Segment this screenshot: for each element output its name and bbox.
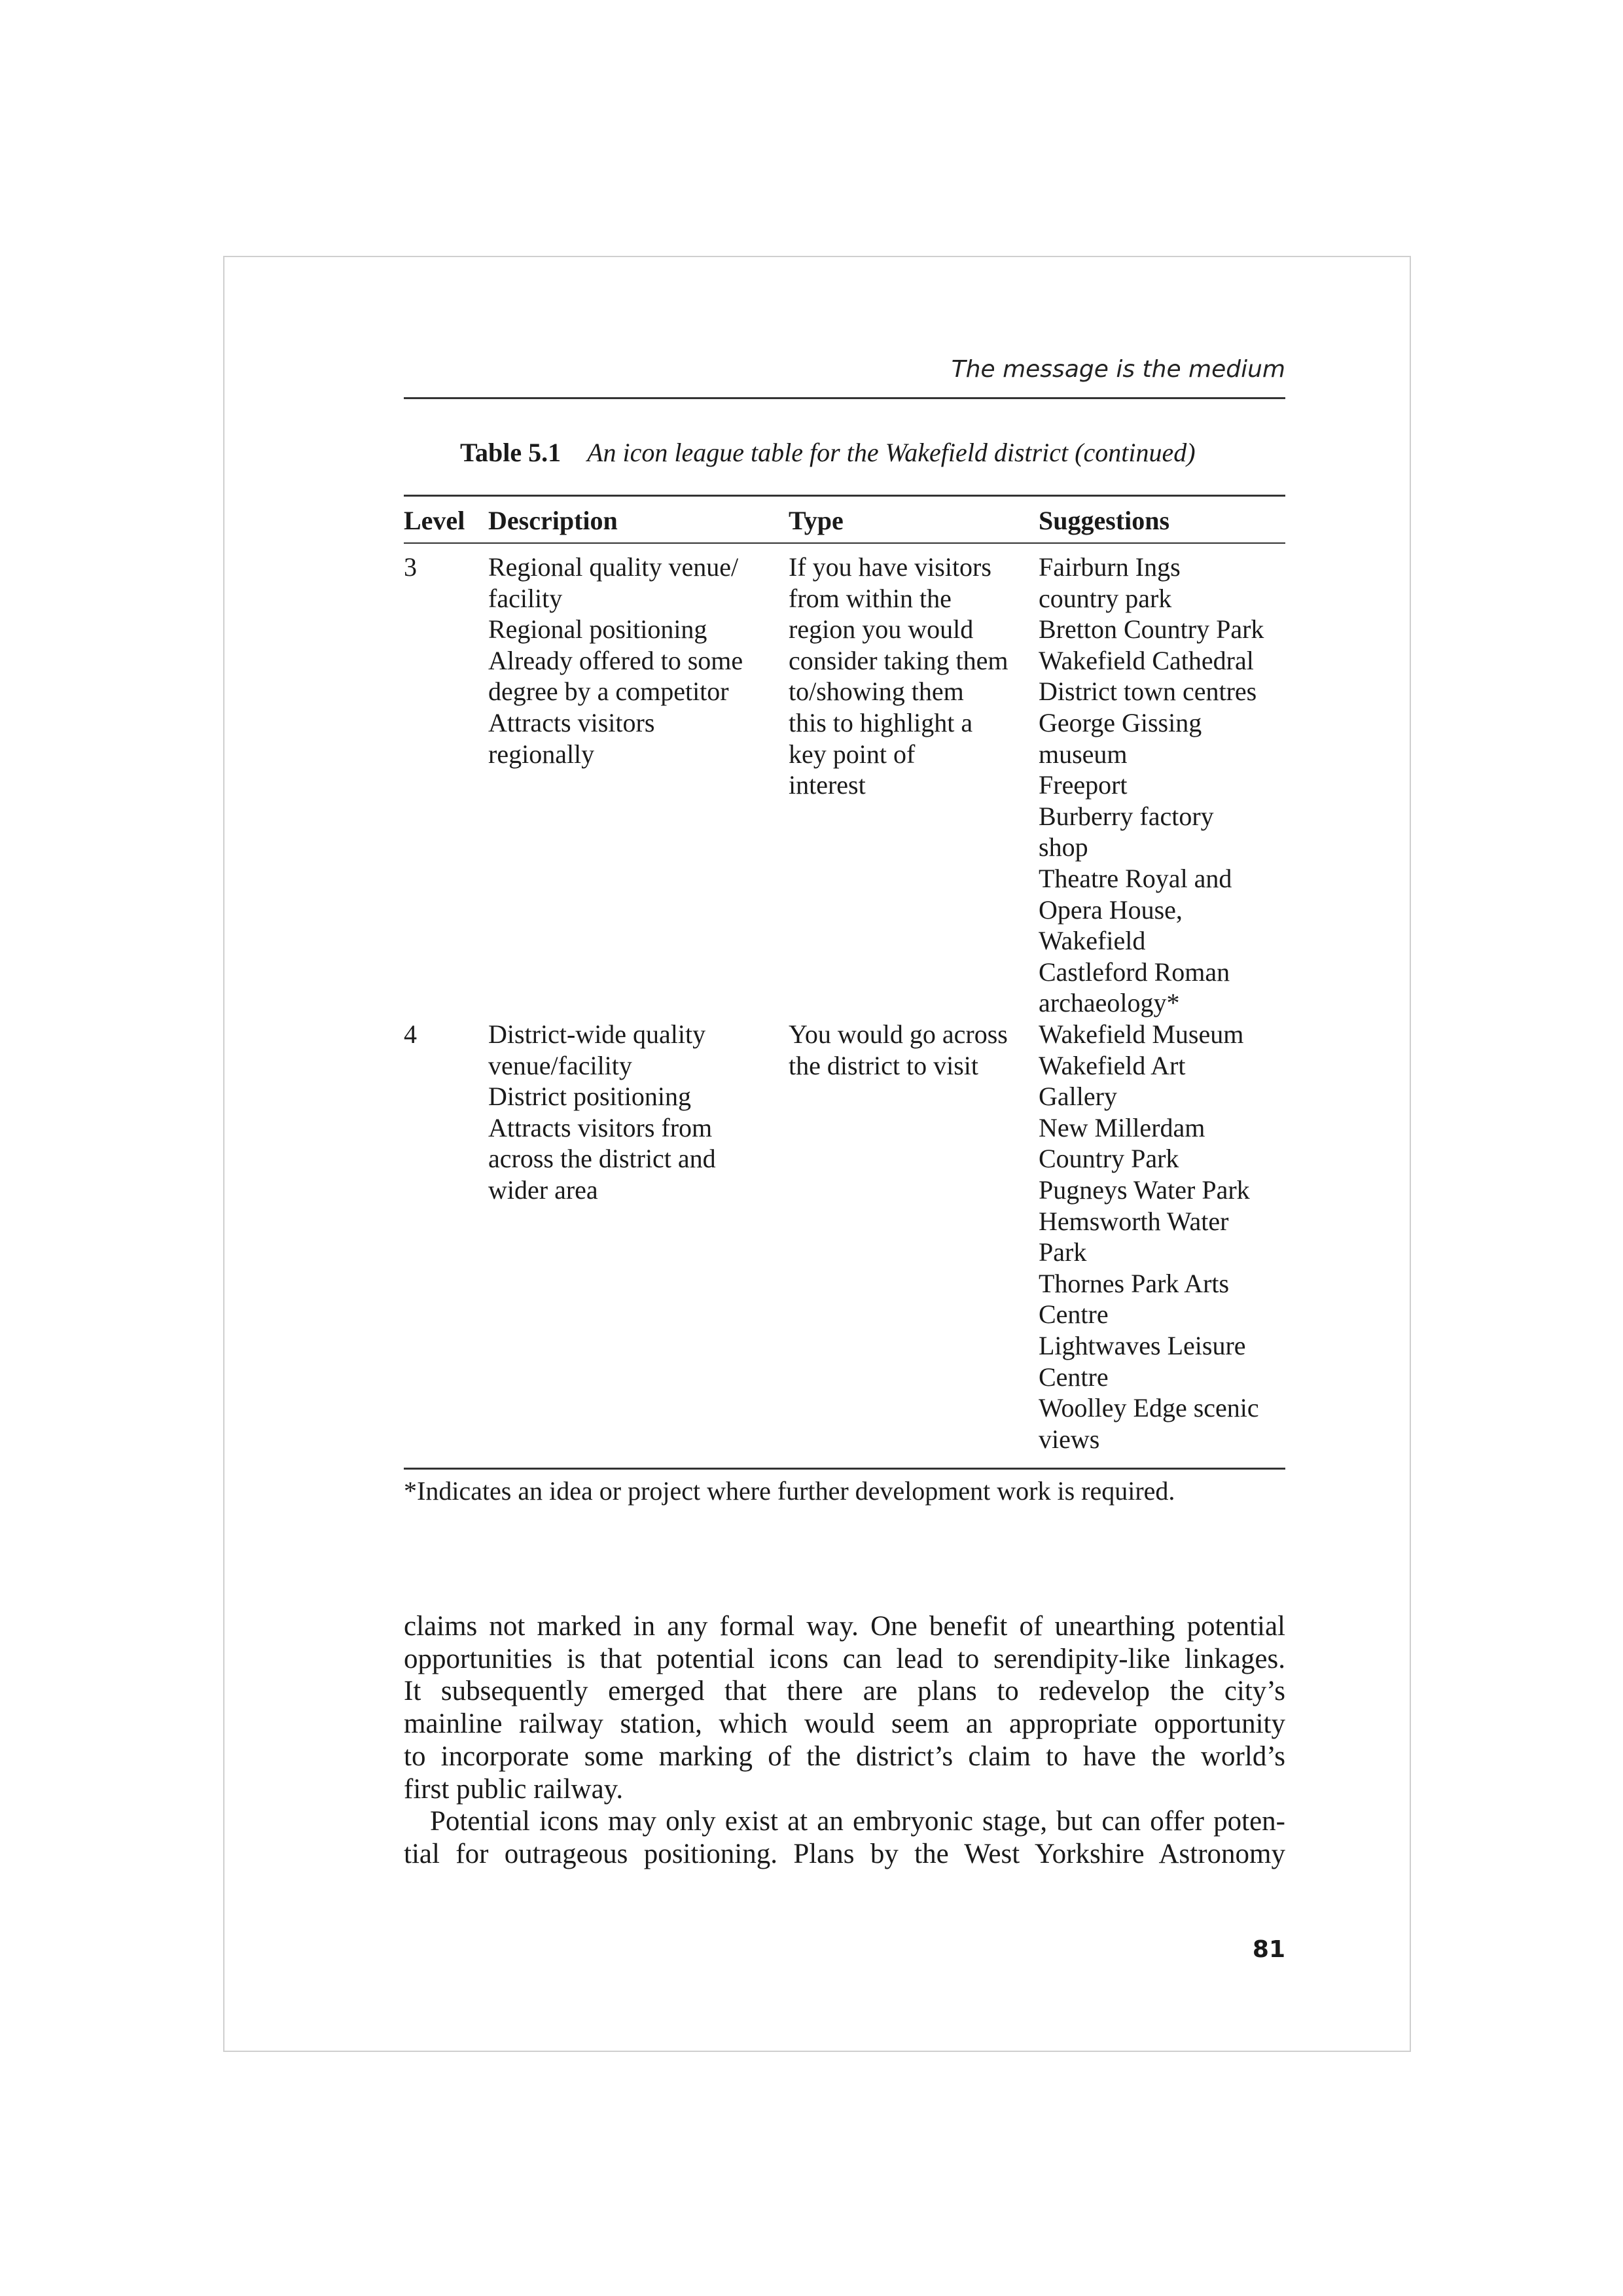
cell-line: shop: [1039, 832, 1088, 862]
text-line: Potential icons may only exist at an embryonic stage, but can offer poten-: [430, 1806, 1285, 1837]
cell-line: this to highlight a: [789, 707, 973, 737]
column-header-description: Description: [488, 506, 618, 535]
cell-line: District-wide quality: [488, 1019, 706, 1049]
cell-line: from within the: [789, 583, 952, 613]
cell-line: Already offered to some: [488, 645, 743, 675]
cell-line: Regional quality venue/: [488, 552, 739, 582]
cell-line: If you have visitors: [789, 552, 991, 582]
cell-line: Castleford Roman: [1039, 957, 1230, 987]
cell-line: key point of: [789, 739, 916, 769]
table-top-rule: [404, 495, 1285, 497]
cell-line: Park: [1039, 1237, 1087, 1267]
cell-line: Bretton Country Park: [1039, 614, 1264, 645]
table-bottom-rule: [404, 1468, 1285, 1470]
column-header-type: Type: [789, 506, 844, 535]
body-paragraph: [404, 1805, 1285, 1870]
cell-line: the district to visit: [789, 1050, 978, 1080]
cell-line: archaeology*: [1039, 988, 1180, 1018]
cell-line: interest: [789, 770, 866, 800]
text-line: It subsequently emerged that there are plans to redevelop the city’s: [404, 1676, 1285, 1707]
cell-line: region you would: [789, 614, 974, 645]
cell-line: Attracts visitors: [488, 707, 655, 737]
table-header-rule: [404, 542, 1285, 544]
cell-line: to/showing them: [789, 677, 964, 707]
table-number: Table 5.1: [460, 438, 562, 467]
cell-line: Centre: [1039, 1362, 1109, 1392]
cell-line: Fairburn Ings: [1039, 552, 1181, 582]
text-line: first public railway.: [404, 1773, 624, 1805]
table-row-suggestions-cell: [1039, 1019, 1259, 1455]
cell-line: Lightwaves Leisure: [1039, 1330, 1246, 1360]
table-footnote: *Indicates an idea or project where further development work is required.: [404, 1476, 1175, 1506]
cell-line: Hemsworth Water: [1039, 1206, 1229, 1236]
cell-line: Wakefield Cathedral: [1039, 645, 1254, 675]
cell-line: Gallery: [1039, 1082, 1117, 1112]
text-line: tial for outrageous positioning. Plans by the West Yorkshire Astronomy: [404, 1838, 1285, 1869]
table-row-level-cell: 4: [404, 1019, 417, 1049]
cell-line: New Millerdam: [1039, 1112, 1205, 1142]
cell-line: across the district and: [488, 1144, 716, 1174]
column-header-suggestions: Suggestions: [1039, 506, 1170, 535]
table-caption: [460, 433, 1196, 472]
column-header-level: Level: [404, 506, 465, 535]
running-head: The message is the medium: [951, 356, 1285, 383]
cell-line: Regional positioning: [488, 614, 707, 645]
cell-line: facility: [488, 583, 563, 613]
cell-line: District positioning: [488, 1082, 691, 1112]
cell-line: museum: [1039, 739, 1128, 769]
table-row-suggestions-cell: [1039, 552, 1264, 1019]
cell-line: Wakefield Museum: [1039, 1019, 1244, 1049]
cell-line: Thornes Park Arts: [1039, 1268, 1230, 1298]
cell-line: country park: [1039, 583, 1172, 613]
cell-line: degree by a competitor: [488, 677, 729, 707]
table-row-level-cell: 3: [404, 552, 417, 582]
table-title: An icon league table for the Wakefield district (continued): [587, 438, 1196, 467]
cell-line: Wakefield: [1039, 926, 1146, 956]
header-rule: [404, 397, 1285, 399]
cell-line: views: [1039, 1424, 1100, 1454]
table-row-type-cell: [789, 1019, 1008, 1081]
cell-line: consider taking them: [789, 645, 1008, 675]
cell-line: Attracts visitors from: [488, 1112, 713, 1142]
cell-line: Opera House,: [1039, 894, 1183, 925]
table-row-description-cell: [488, 552, 743, 769]
text-line: to incorporate some marking of the district’s claim to have the world’s: [404, 1740, 1285, 1772]
cell-line: wider area: [488, 1174, 598, 1205]
cell-line: Freeport: [1039, 770, 1128, 800]
body-text: [404, 1610, 1285, 1871]
cell-line: Wakefield Art: [1039, 1050, 1186, 1080]
cell-line: Pugneys Water Park: [1039, 1174, 1250, 1205]
text-line: claims not marked in any formal way. One benefit of unearthing potential: [404, 1611, 1285, 1642]
table-row-description-cell: [488, 1019, 716, 1206]
cell-line: District town centres: [1039, 677, 1257, 707]
cell-line: regionally: [488, 739, 595, 769]
text-line: mainline railway station, which would seem an appropriate opportunity: [404, 1708, 1285, 1740]
cell-line: Woolley Edge scenic: [1039, 1393, 1259, 1423]
cell-line: venue/facility: [488, 1050, 632, 1080]
cell-line: Country Park: [1039, 1144, 1179, 1174]
cell-line: You would go across: [789, 1019, 1008, 1049]
cell-line: Burberry factory: [1039, 801, 1214, 831]
page-number: 81: [1252, 1936, 1285, 1963]
body-paragraph: [404, 1610, 1285, 1805]
cell-line: Theatre Royal and: [1039, 863, 1232, 893]
cell-line: Centre: [1039, 1299, 1109, 1330]
text-line: opportunities is that potential icons can lead to serendipity-like linkages.: [404, 1643, 1285, 1674]
table-row-type-cell: [789, 552, 1008, 801]
cell-line: George Gissing: [1039, 707, 1202, 737]
